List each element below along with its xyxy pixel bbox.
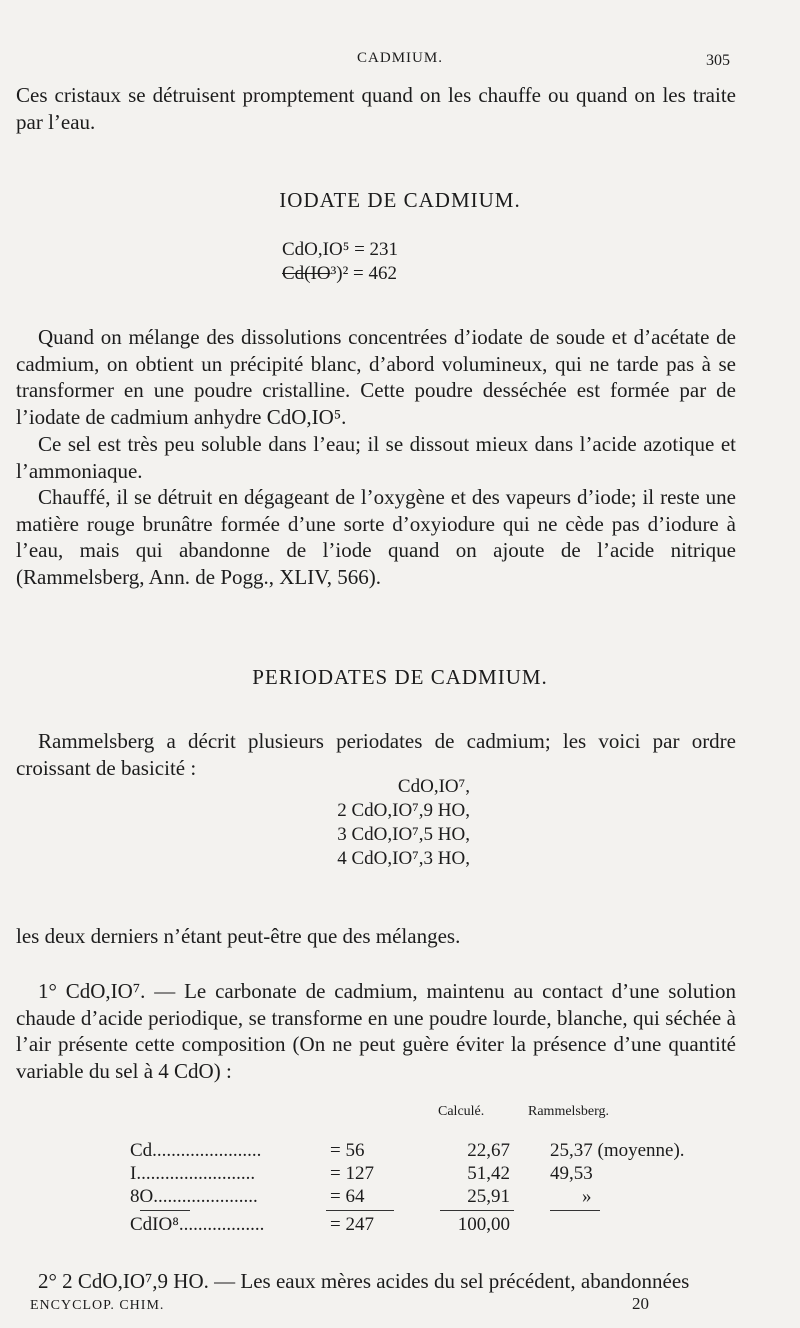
formula-line-2-rest: ³)² = 462 bbox=[330, 263, 397, 284]
row-calcule: 22,67 bbox=[467, 1140, 510, 1161]
composition-table bbox=[130, 1104, 730, 1244]
periodate-item: 3 CdO,IO⁷,5 HO, bbox=[337, 824, 470, 845]
continuation-line: 2° 2 CdO,IO⁷,9 HO. — Les eaux mères acides du sel précédent, abandonnées bbox=[38, 1269, 690, 1293]
table-total-row bbox=[130, 1214, 730, 1238]
table-row bbox=[130, 1186, 730, 1210]
section-heading-periodates: PERIODATES DE CADMIUM. bbox=[252, 665, 548, 689]
periodate-item: 4 CdO,IO⁷,3 HO, bbox=[337, 848, 470, 869]
footer-sheet-number: 20 bbox=[632, 1294, 649, 1313]
formula-line-2-struck: Cd(IO bbox=[282, 263, 331, 284]
total-equivalent: = 247 bbox=[330, 1214, 374, 1235]
periodates-paragraph-3: 1° CdO,IO⁷. — Le carbonate de cadmium, maintenu au contact d’une solution chaude d’acide periodique, se transforme en une poudre lourde, blanche, qui séchée à l’air présente cette composition (On ne peut guère éviter la présence d’une quantité variable du sel à 4 CdO) : bbox=[16, 979, 736, 1083]
intro-paragraph: Ces cristaux se détruisent promptement quand on les chauffe ou quand on les traite par l’eau. bbox=[16, 83, 736, 134]
row-equivalent: = 127 bbox=[330, 1163, 374, 1184]
iodate-paragraph-1: Quand on mélange des dissolutions concentrées d’iodate de soude et d’acétate de cadmium, on obtient un précipité blanc, d’abord volumineux, qui ne tarde pas à se transformer en une poudre cristalline. Cette poudre desséchée est formée par de l’iodate de cadmium anhydre CdO,IO⁵. bbox=[16, 325, 736, 429]
total-label: CdIO⁸.................. bbox=[130, 1214, 265, 1235]
row-rammelsberg: » bbox=[582, 1186, 592, 1207]
row-equivalent: = 64 bbox=[330, 1186, 365, 1207]
total-calcule: 100,00 bbox=[457, 1214, 510, 1235]
total-rule-calcule bbox=[440, 1210, 514, 1211]
row-label: 8O...................... bbox=[130, 1186, 258, 1207]
row-label: I......................... bbox=[130, 1163, 256, 1184]
row-calcule: 25,91 bbox=[467, 1186, 510, 1207]
section-heading-iodate: IODATE DE CADMIUM. bbox=[279, 188, 521, 212]
total-rule-label bbox=[140, 1210, 190, 1211]
page-number: 305 bbox=[706, 52, 730, 69]
total-rule-rammelsberg bbox=[550, 1210, 600, 1211]
row-rammelsberg: 49,53 bbox=[550, 1163, 593, 1184]
column-header-rammelsberg: Rammelsberg. bbox=[528, 1104, 610, 1119]
periodates-paragraph-2: les deux derniers n’étant peut-être que des mélanges. bbox=[16, 924, 461, 948]
column-header-calcule: Calculé. bbox=[438, 1104, 485, 1119]
formula-line-1: CdO,IO⁵ = 231 bbox=[282, 239, 399, 260]
row-rammelsberg: 25,37 (moyenne). bbox=[550, 1140, 685, 1161]
row-calcule: 51,42 bbox=[467, 1163, 510, 1184]
total-rule-equivalent bbox=[326, 1210, 394, 1211]
iodate-paragraph-2: Ce sel est très peu soluble dans l’eau; il se dissout mieux dans l’acide azotique et l’ammoniaque. bbox=[16, 432, 736, 483]
iodate-paragraph-3: Chauffé, il se détruit en dégageant de l’oxygène et des vapeurs d’iode; il reste une matière rouge brunâtre formée d’une sorte d’oxyiodure qui ne cède pas d’iodure à l’eau, mais qui abandonne de l’iode quand on ajoute de l’acide nitrique (Rammelsberg, Ann. de Pogg., XLIV, 566). bbox=[16, 485, 736, 589]
table-row bbox=[130, 1163, 730, 1187]
running-head: CADMIUM. bbox=[357, 50, 443, 66]
footer-signature: ENCYCLOP. CHIM. bbox=[30, 1298, 165, 1313]
table-row bbox=[130, 1140, 730, 1164]
row-equivalent: = 56 bbox=[330, 1140, 365, 1161]
formula-block bbox=[282, 238, 398, 286]
periodates-paragraph-1: Rammelsberg a décrit plusieurs periodates de cadmium; les voici par ordre croissant de basicité : bbox=[16, 729, 736, 780]
formula-line-2 bbox=[282, 262, 398, 286]
periodate-item: CdO,IO⁷, bbox=[397, 776, 470, 797]
periodate-list bbox=[310, 775, 470, 871]
row-label: Cd....................... bbox=[130, 1140, 262, 1161]
periodate-item: 2 CdO,IO⁷,9 HO, bbox=[337, 800, 470, 821]
